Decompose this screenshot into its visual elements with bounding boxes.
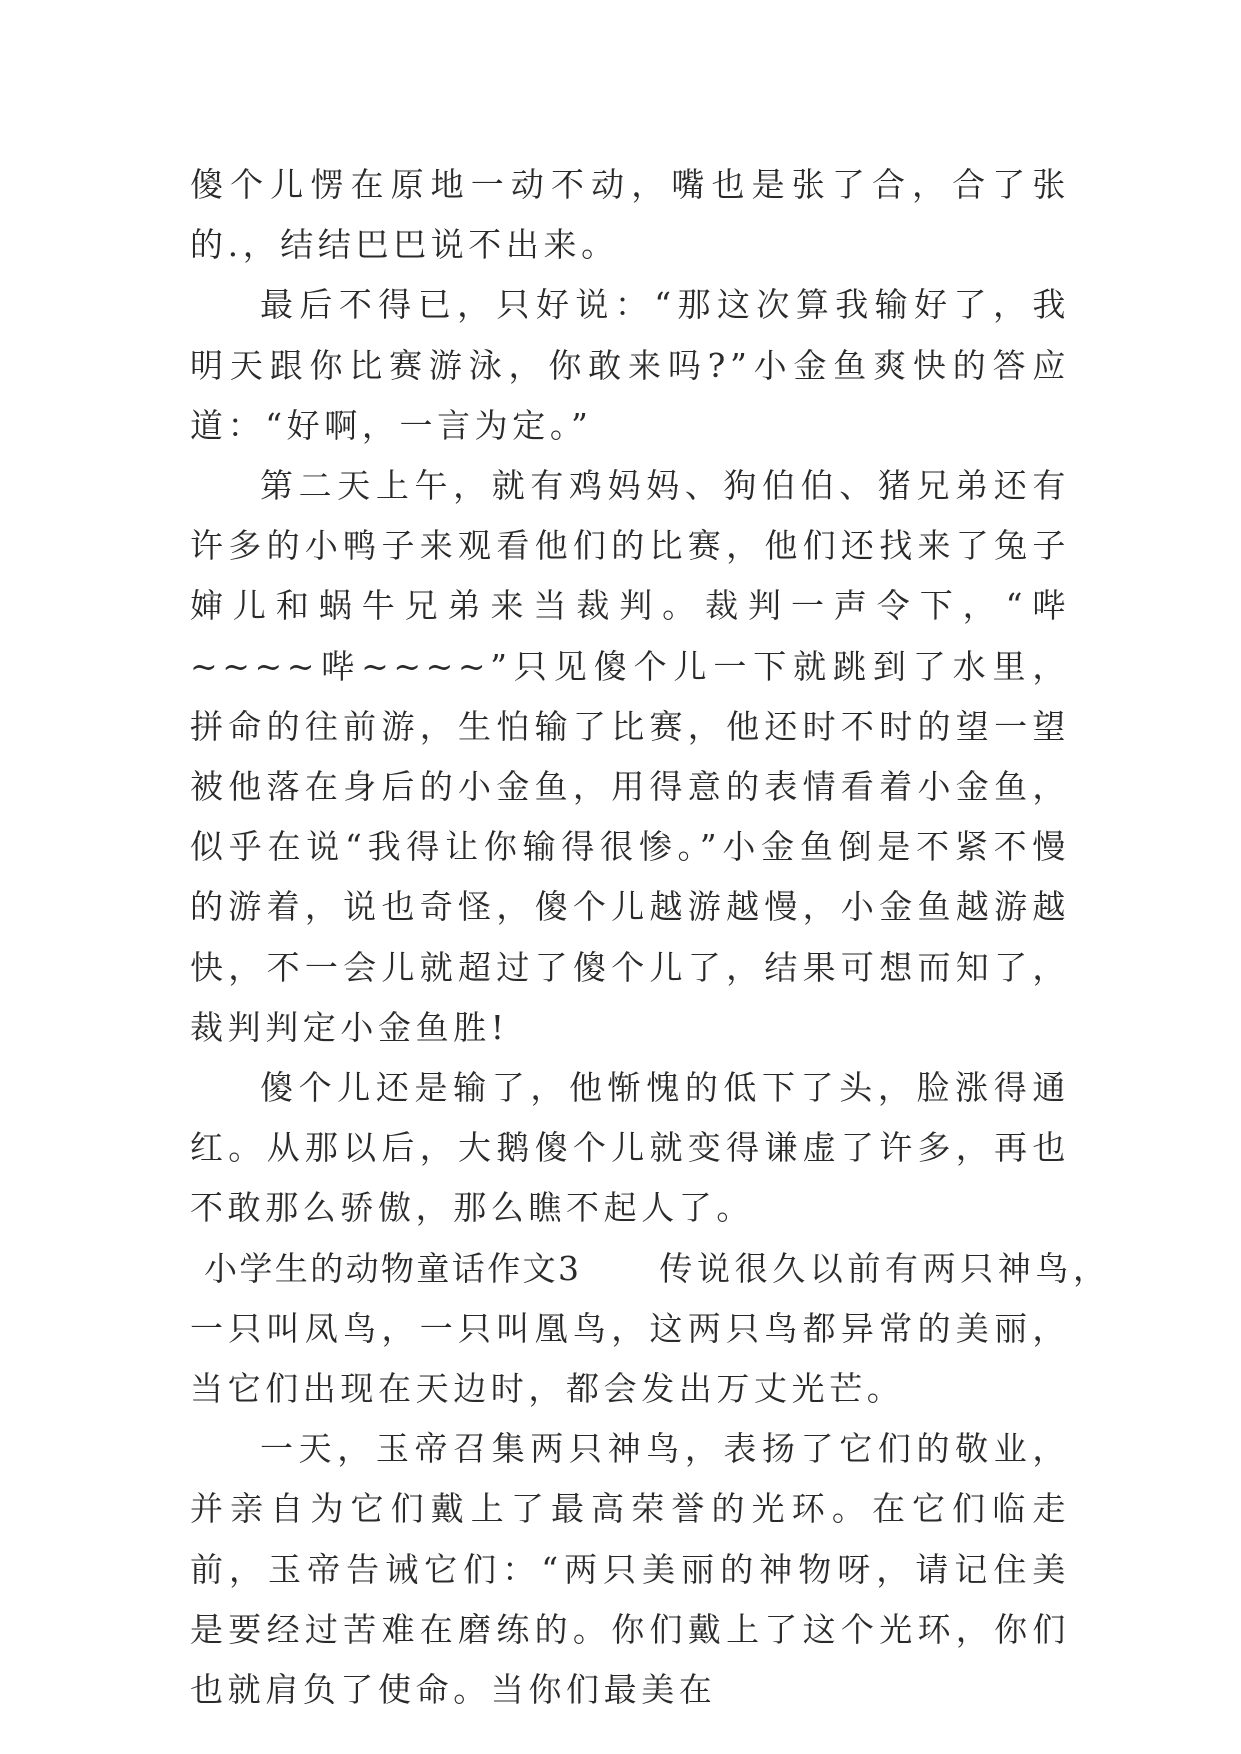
document-page [190, 155, 1111, 1720]
paragraph: 一只叫凤鸟，一只叫凰鸟，这两只鸟都异常的美丽，当它们出现在天边时，都会发出万丈光芒。 [190, 1308, 1070, 1409]
paragraph: 傻个儿愣在原地一动不动，嘴也是张了合，合了张的.，结结巴巴说不出来。 [190, 165, 1070, 265]
section-first-line: 传说很久以前有两只神鸟， [659, 1248, 1111, 1288]
paragraph: 最后不得已，只好说：“那这次算我输好了，我明天跟你比赛游泳，你敢来吗?”小金鱼爽快的答应道：“好啊，一言为定。” [190, 285, 1070, 445]
paragraph: 傻个儿还是输了，他惭愧的低下了头，脸涨得通红。从那以后，大鹅傻个儿就变得谦虚了许多，再也不敢那么骄傲，那么瞧不起人了。 [190, 1068, 1070, 1228]
section-title: 小学生的动物童话作文3 [204, 1248, 582, 1288]
paragraph: 第二天上午，就有鸡妈妈、狗伯伯、猪兄弟还有许多的小鸭子来观看他们的比赛，他们还找来了兔子婶儿和蜗牛兄弟来当裁判。裁判一声令下，“哔~~~~哔~~~~”只见傻个儿一下就跳到了水里，拼命的往前游，生怕输了比赛，他还时不时的望一望被他落在身后的小金鱼，用得意的表情看着小金鱼，似乎在说“我得让你输得很惨。”小金鱼倒是不紧不慢的游着，说也奇怪，傻个儿越游越慢，小金鱼越游越快，不一会儿就超过了傻个儿了，结果可想而知了，裁判判定小金鱼胜! [190, 466, 1070, 1047]
section-heading-line [190, 1239, 1111, 1299]
paragraph: 一天，玉帝召集两只神鸟，表扬了它们的敬业，并亲自为它们戴上了最高荣誉的光环。在它们临走前，玉帝告诫它们：“两只美丽的神物呀，请记住美是要经过苦难在磨练的。你们戴上了这个光环，你们也就肩负了使命。当你们最美在 [190, 1429, 1070, 1710]
